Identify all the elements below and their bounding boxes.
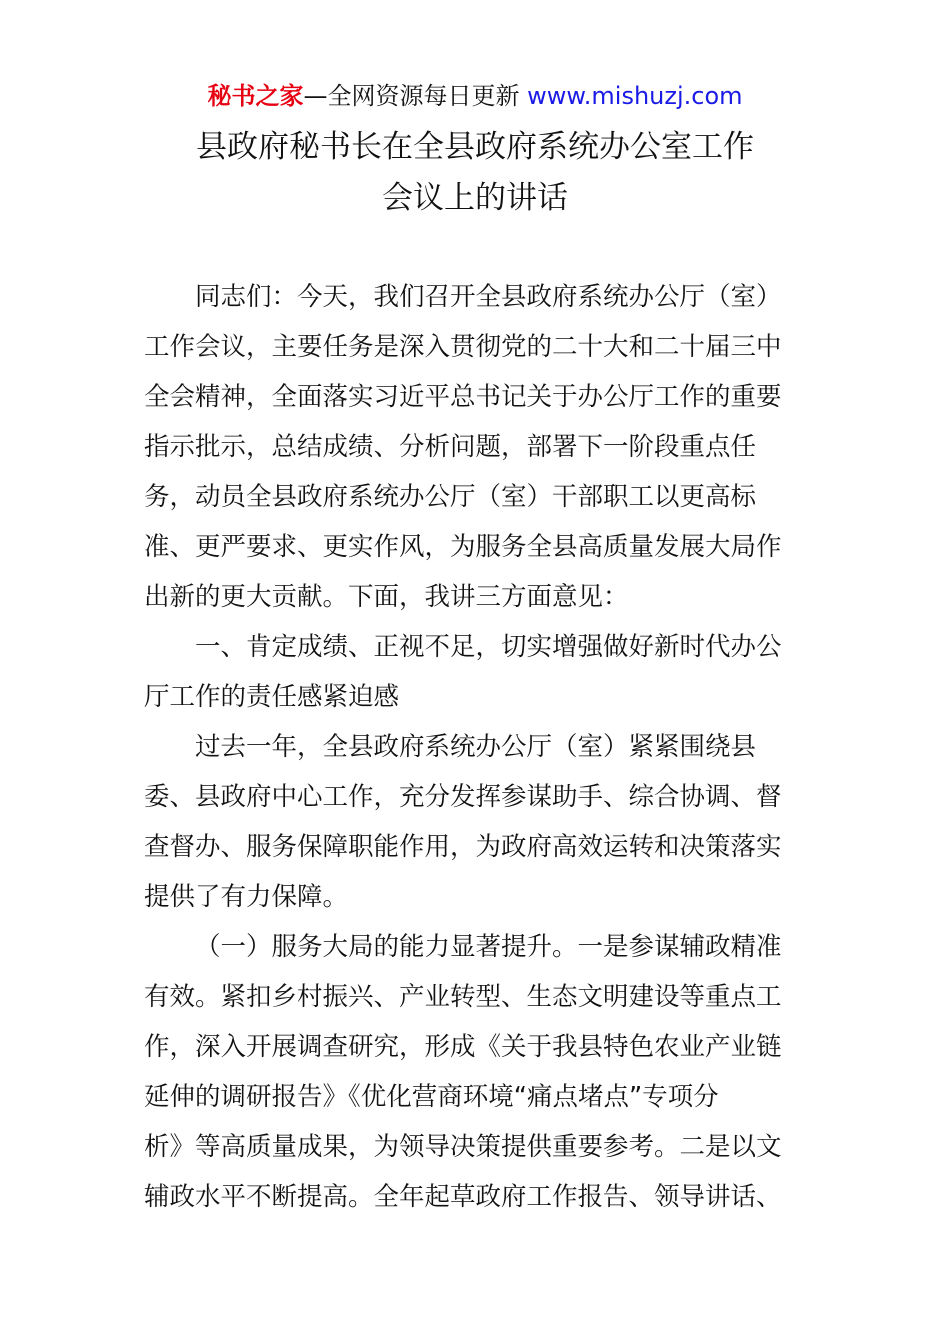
section-heading-line: 一、肯定成绩、正视不足，切实增强做好新时代办公 <box>195 632 782 662</box>
text-line: 辅政水平不断提高。全年起草政府工作报告、领导讲话、 <box>144 1182 782 1212</box>
site-header <box>0 80 950 112</box>
text-line: 有效。紧扣乡村振兴、产业转型、生态文明建设等重点工 <box>144 982 782 1012</box>
document-title-line-2: 会议上的讲话 <box>382 180 568 216</box>
text-line: 指示批示，总结成绩、分析问题，部署下一阶段重点任 <box>144 432 757 462</box>
text-line: 查督办、服务保障职能作用，为政府高效运转和决策落实 <box>144 832 782 862</box>
text-line: 务，动员全县政府系统办公厅（室）干部职工以更高标 <box>144 482 757 512</box>
text-line: 延伸的调研报告》《优化营商环境“痛点堵点”专项分 <box>144 1082 719 1112</box>
document-title-line-1: 县政府秘书长在全县政府系统办公室工作 <box>196 129 754 165</box>
text-line: 析》等高质量成果，为领导决策提供重要参考。二是以文 <box>144 1132 782 1162</box>
text-line: 提供了有力保障。 <box>144 882 349 912</box>
document-body <box>144 272 808 1222</box>
text-line: 出新的更大贡献。下面，我讲三方面意见： <box>144 582 629 612</box>
site-tagline: —全网资源每日更新 <box>303 82 520 110</box>
text-line: （一）服务大局的能力显著提升。一是参谋辅政精准 <box>195 932 782 962</box>
site-brand: 秘书之家 <box>207 82 304 110</box>
text-line: 工作会议，主要任务是深入贯彻党的二十大和二十届三中 <box>144 332 782 362</box>
text-line: 过去一年，全县政府系统办公厅（室）紧紧围绕县 <box>195 732 757 762</box>
text-line: 委、县政府中心工作，充分发挥参谋助手、综合协调、督 <box>144 782 782 812</box>
text-line: 作，深入开展调查研究，形成《关于我县特色农业产业链 <box>144 1032 782 1062</box>
section-heading-line: 厅工作的责任感紧迫感 <box>144 682 400 712</box>
text-line: 全会精神，全面落实习近平总书记关于办公厅工作的重要 <box>144 382 782 412</box>
site-url-link[interactable]: www.mishuzj.com <box>527 82 743 110</box>
text-line: 同志们：今天，我们召开全县政府系统办公厅（室） <box>195 282 782 312</box>
text-line: 准、更严要求、更实作风，为服务全县高质量发展大局作 <box>144 532 782 562</box>
